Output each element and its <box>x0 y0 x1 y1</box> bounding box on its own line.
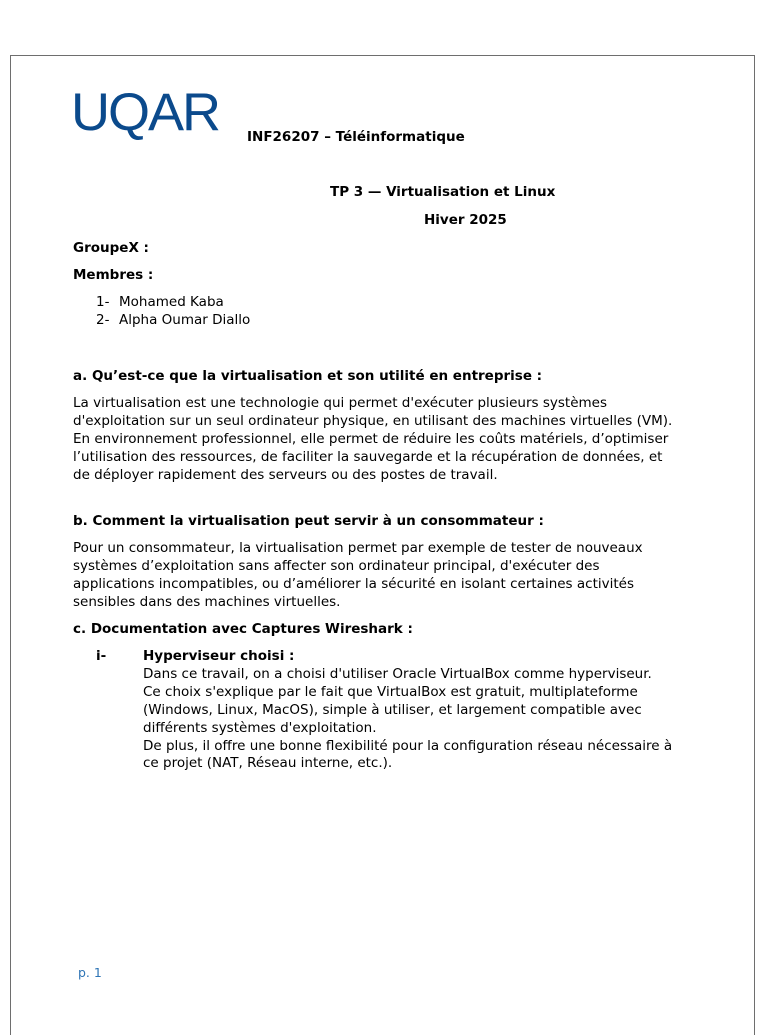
section-b-body <box>73 540 683 612</box>
subsection-marker: i- <box>96 648 107 664</box>
section-b-paragraph-1: Pour un consommateur, la virtualisation permet par exemple de tester de nouveaux systèmes d’exploitation sans affecter son ordinateur principal, d'exécuter des applications incompatibles, ou d’améliorer la sécurité en isolant certaines activités sensibles dans des machines virtuelles. <box>73 540 643 610</box>
member-number: 1- <box>96 294 110 310</box>
section-a-body <box>73 395 683 485</box>
course-title: INF26207 – Téléinformatique <box>247 129 465 145</box>
page-number: p. 1 <box>78 965 102 980</box>
section-a-paragraph-1: La virtualisation est une technologie qui permet d'exécuter plusieurs systèmes d'exploitation sur un seul ordinateur physique, en utilisant des machines virtuelles (VM). <box>73 395 673 429</box>
section-a-paragraph-2: En environnement professionnel, elle permet de réduire les coûts matériels, d’optimiser l’utilisation des ressources, de faciliter la sauvegarde et la récupération de données, et de déployer rapidement des serveurs ou des postes de travail. <box>73 430 669 483</box>
subsection-line-1: Dans ce travail, on a choisi d'utiliser Oracle VirtualBox comme hyperviseur. <box>143 665 652 682</box>
section-c-heading: c. Documentation avec Captures Wireshark : <box>73 621 413 637</box>
tp-title: TP 3 — Virtualisation et Linux <box>330 184 556 200</box>
members-label: Membres : <box>73 267 154 283</box>
section-a-heading: a. Qu’est-ce que la virtualisation et son utilité en entreprise : <box>73 368 543 384</box>
subsection-line-2: Ce choix s'explique par le fait que VirtualBox est gratuit, multiplateforme (Windows, Linux, MacOS), simple à utiliser, et largement compatible avec différents systèmes d'exploitation. <box>143 683 642 736</box>
member-number: 2- <box>96 312 110 328</box>
section-b-heading: b. Comment la virtualisation peut servir à un consommateur : <box>73 513 544 529</box>
subsection-line-3: De plus, il offre une bonne flexibilité pour la configuration réseau nécessaire à ce projet (NAT, Réseau interne, etc.). <box>143 737 673 772</box>
group-label: GroupeX : <box>73 240 149 256</box>
subsection-body <box>143 648 683 773</box>
member-name: Alpha Oumar Diallo <box>119 312 251 328</box>
member-name: Mohamed Kaba <box>119 294 224 310</box>
uqar-logo: UQAR <box>71 83 220 142</box>
session-label: Hiver 2025 <box>424 212 507 228</box>
subsection-heading: Hyperviseur choisi : <box>143 648 295 664</box>
